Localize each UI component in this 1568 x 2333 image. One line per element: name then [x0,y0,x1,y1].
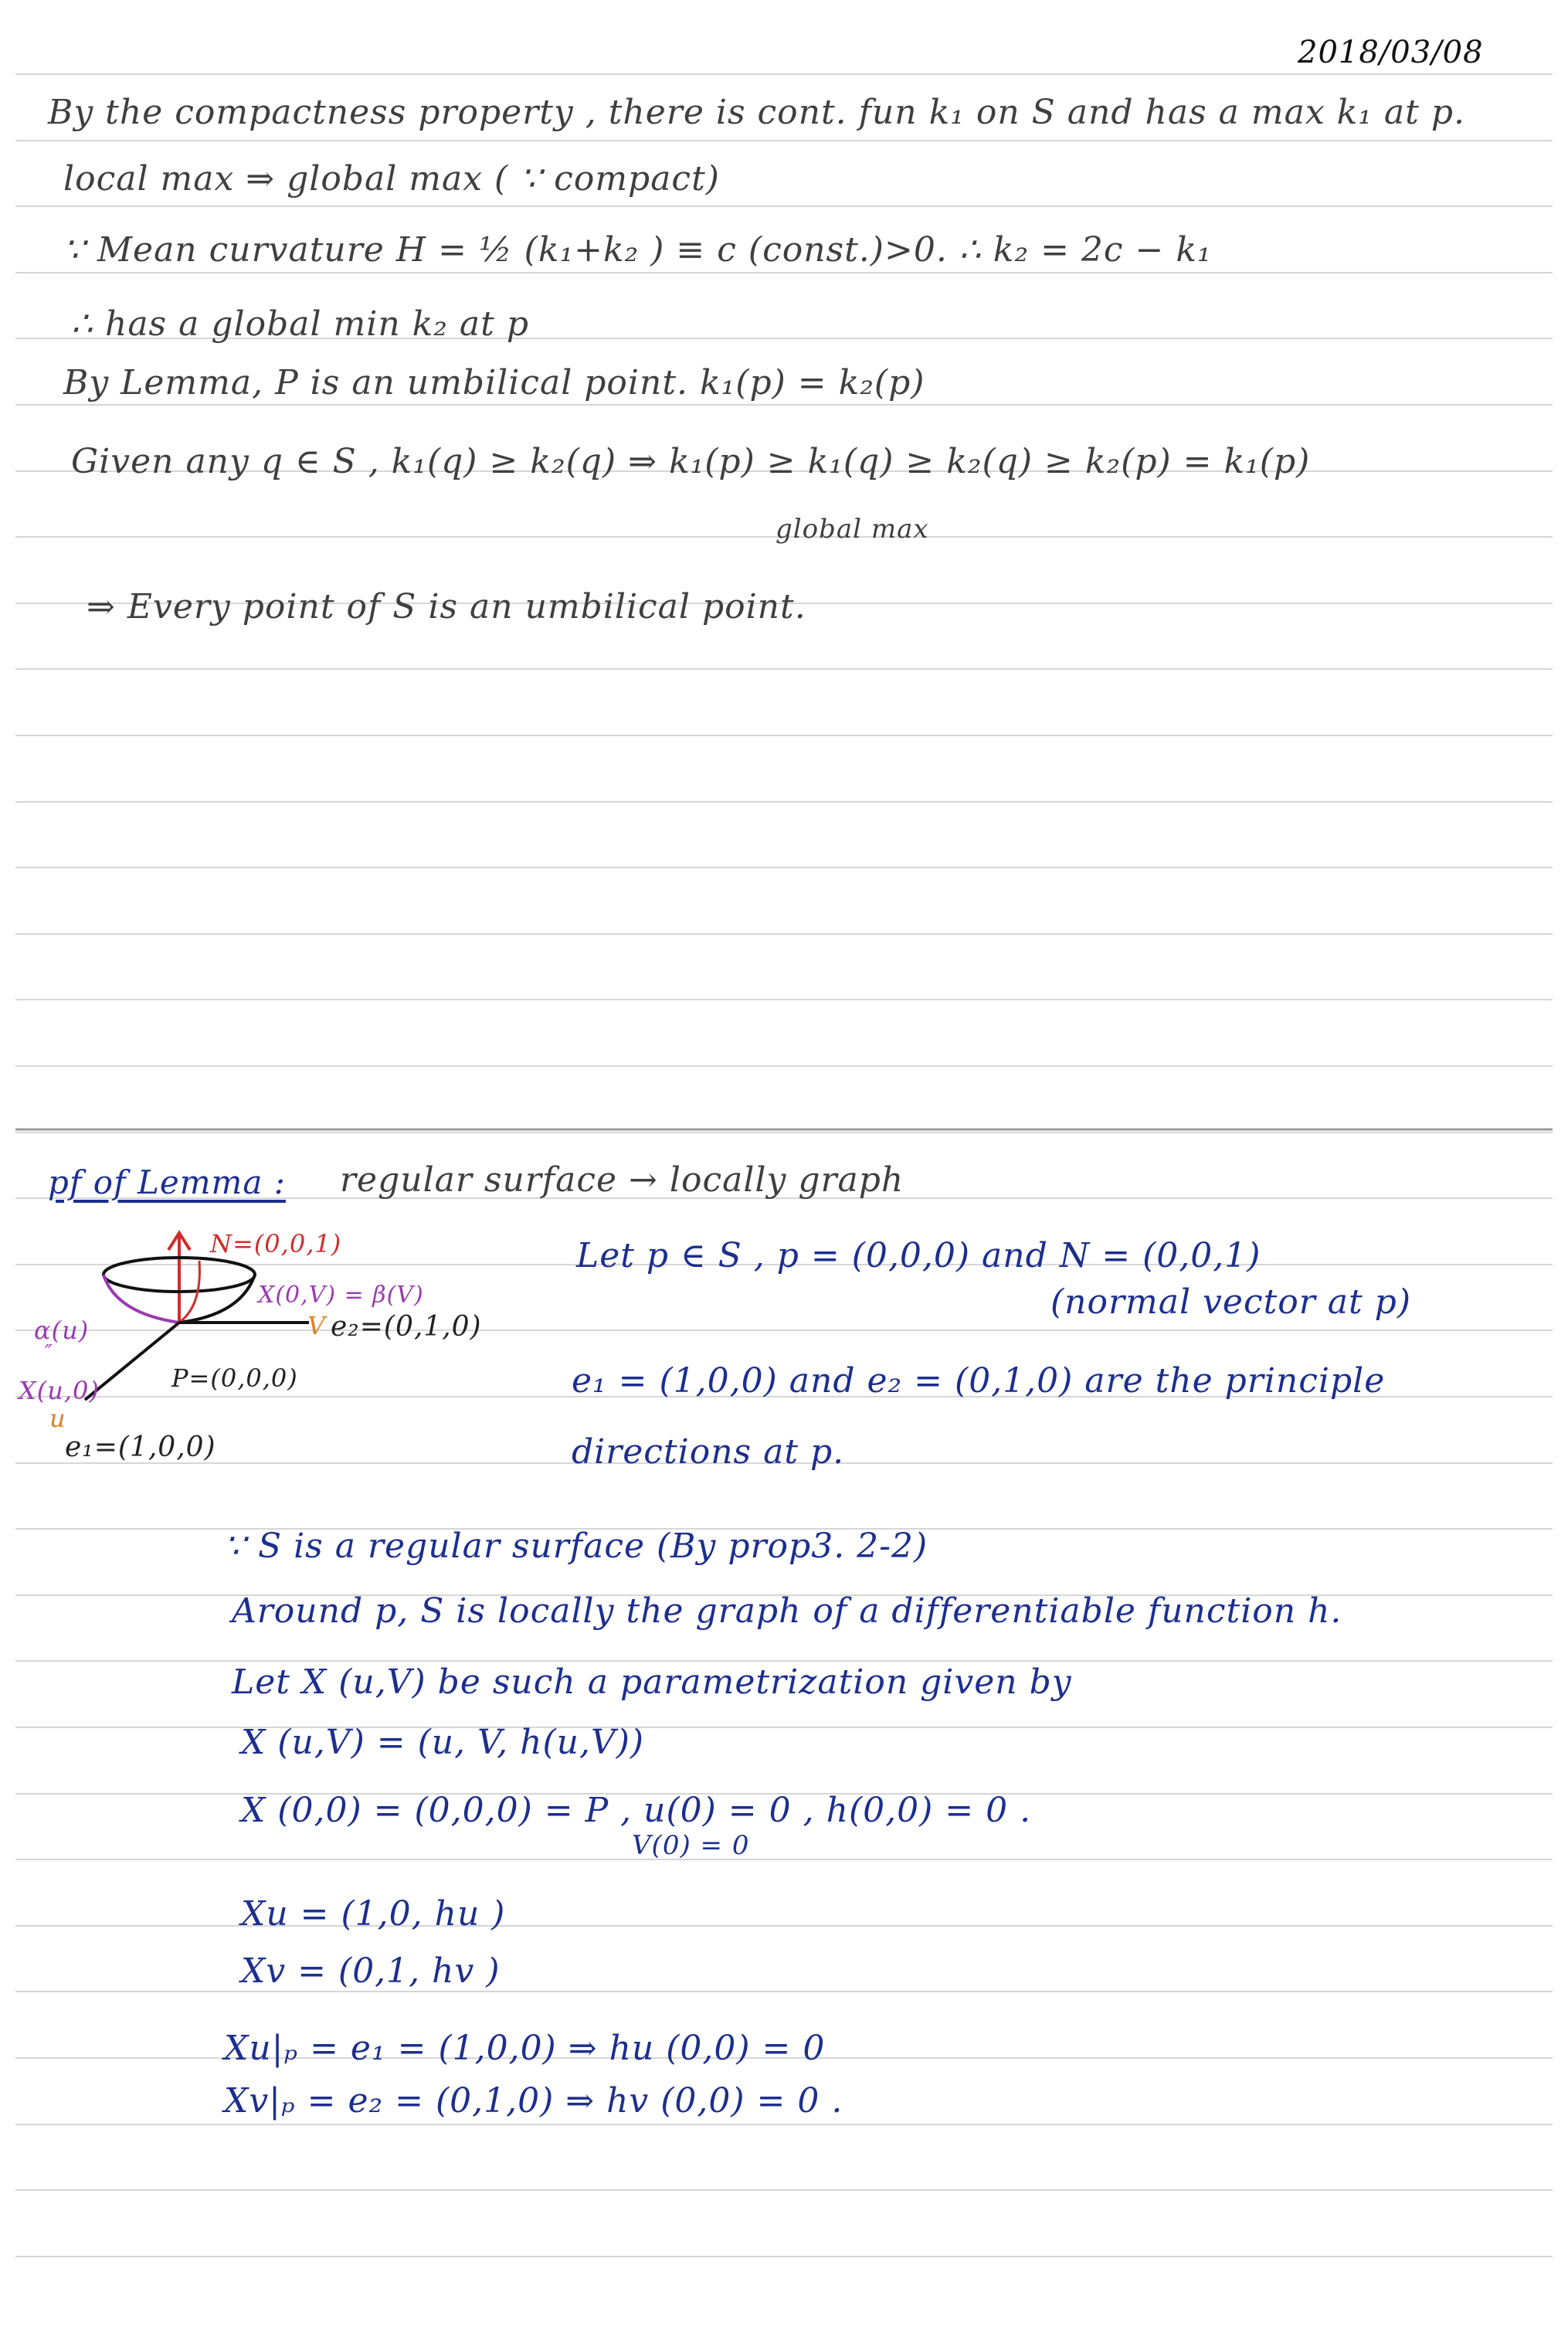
beta-curve-label: X(0,V) = β(V) [258,1282,424,1309]
body-line-3: Let X (u,V) be such a parametrization given by [232,1662,1072,1702]
body-line-7: Xv = (0,1, hv ) [241,1951,501,1991]
origin-label: P=(0,0,0) [171,1363,298,1393]
bowl-side-left [104,1275,179,1323]
text-line-6: Given any q ∈ S , k₁(q) ≥ k₂(q) ⇒ k₁(p) ≥ k₁(q) ≥ k₂(q) ≥ k₂(p) = k₁(p) [71,442,1311,481]
normal-vector-label: N=(0,0,1) [210,1229,342,1258]
proof-heading-subtitle: regular surface → locally graph [340,1160,904,1200]
x-u0-label: X(u,0) [19,1376,100,1405]
let-line-3: e₁ = (1,0,0) and e₂ = (0,1,0) are the principle [572,1361,1386,1401]
body-line-5: X (0,0) = (0,0,0) = P , u(0) = 0 , h(0,0) = 0 . [241,1791,1032,1830]
body-line-9: Xv|ₚ = e₂ = (0,1,0) ⇒ hv (0,0) = 0 . [224,2081,843,2121]
text-line-4: ∴ has a global min k₂ at p [71,304,529,344]
date-stamp: 2018/03/08 [1298,35,1484,70]
text-line-1: By the compactness property , there is cont. fun k₁ on S and has a max k₁ at p. [48,93,1465,132]
text-line-5: By Lemma, P is an umbilical point. k₁(p) = k₂(p) [63,363,925,402]
global-max-note: global max [776,514,929,545]
proof-heading: pf of Lemma : [48,1163,286,1201]
bowl-side-right [179,1275,255,1323]
body-line-6: Xu = (1,0, hu ) [241,1894,506,1934]
body-line-1: ∵ S is a regular surface (By prop3. 2-2) [224,1526,928,1566]
v-axis-label: V [307,1311,327,1340]
e2-label: e₂=(0,1,0) [331,1311,482,1343]
u-axis-label: u [49,1404,66,1433]
text-line-3: ∵ Mean curvature H = ½ (k₁+k₂ ) ≡ c (const.)>0. ∴ k₂ = 2c − k₁ [63,230,1212,270]
body-line-8: Xu|ₚ = e₁ = (1,0,0) ⇒ hu (0,0) = 0 [224,2029,826,2068]
let-line-1: Let p ∈ S , p = (0,0,0) and N = (0,0,1) [576,1236,1261,1275]
e1-label: e₁=(1,0,0) [65,1431,216,1463]
body-line-5b: V(0) = 0 [632,1830,750,1861]
alpha-curve-label: α(u) [34,1316,90,1345]
let-line-4: directions at p. [572,1432,845,1472]
body-line-2: Around p, S is locally the graph of a differentiable function h. [232,1591,1342,1631]
text-line-7: ⇒ Every point of S is an umbilical point. [87,587,806,627]
text-line-2: local max ⇒ global max ( ∵ compact) [63,159,720,199]
let-line-2: (normal vector at p) [1050,1282,1412,1322]
equals-mark: ″ [45,1341,53,1364]
body-line-4: X (u,V) = (u, V, h(u,V)) [241,1723,645,1762]
